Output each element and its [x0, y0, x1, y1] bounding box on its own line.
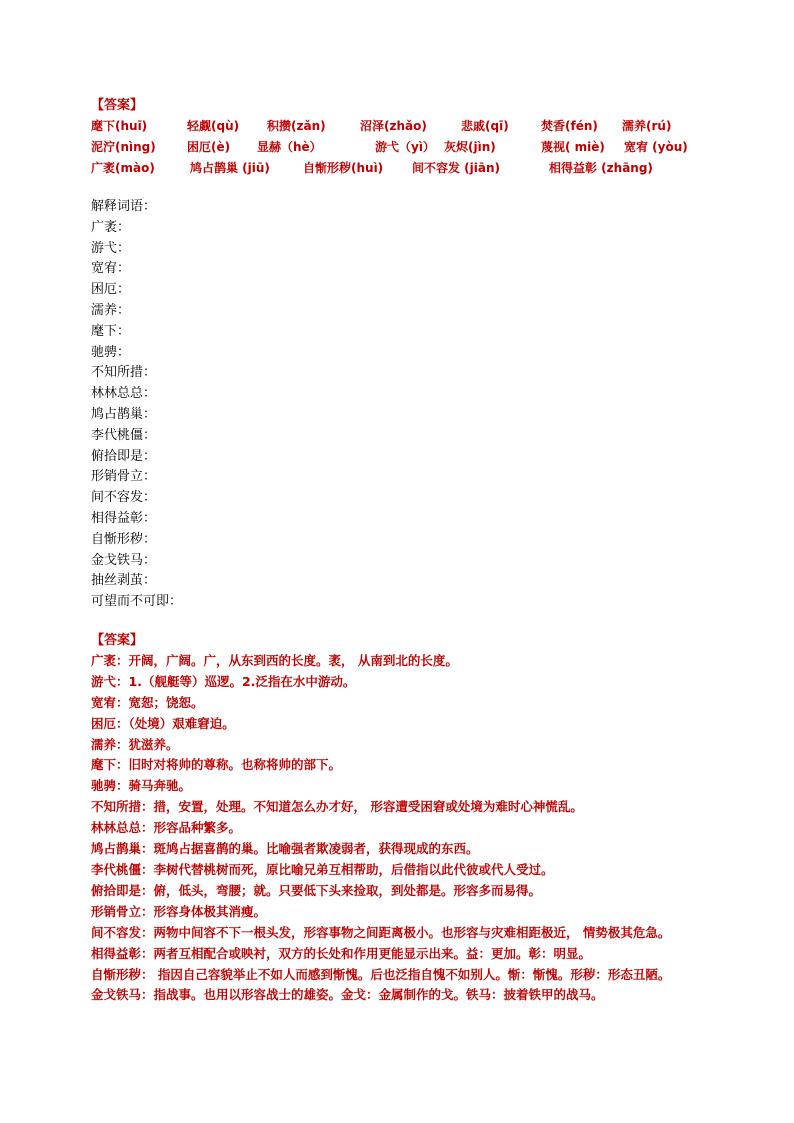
- definition-item: 广袤：开阔，广阔。广，从东到西的长度。袤， 从南到北的长度。: [91, 652, 458, 668]
- term-item: 抽丝剥茧：: [91, 573, 157, 589]
- definition-item: 驰骋：骑马奔驰。: [91, 778, 192, 794]
- term-item: 林林总总：: [91, 386, 157, 402]
- pinyin-entry: 蔑视( miè): [541, 140, 605, 154]
- pinyin-block: [91, 116, 731, 179]
- definition-item: 李代桃僵：李树代替桃树而死，原比喻兄弟互相帮助，后借指以此代彼或代人受过。: [91, 862, 554, 877]
- pinyin-entry: 轻觑(qù): [187, 119, 240, 133]
- pinyin-entry: 广袤(mào): [91, 161, 155, 175]
- term-item: 宽宥：: [91, 261, 131, 277]
- term-item: 李代桃僵：: [91, 427, 157, 443]
- pinyin-entry: 焚香(fén): [541, 119, 598, 133]
- definition-item: 濡养：犹滋养。: [91, 736, 179, 752]
- term-item: 自惭形秽：: [91, 531, 157, 547]
- term-item: 俯拾即是：: [91, 448, 157, 464]
- term-item: 广袤：: [91, 219, 131, 235]
- term-item: 濡养：: [91, 302, 131, 318]
- term-item: 间不容发：: [91, 490, 157, 506]
- term-item: 形销骨立：: [91, 469, 157, 485]
- definition-item: 间不容发：两物中间容不下一根头发，形容事物之间距离极小。也形容与灾难相距极近， 情势极其危急。: [91, 924, 671, 940]
- definition-item: 困厄：（处境）艰难窘迫。: [91, 715, 235, 731]
- definition-item: 宽宥：宽恕；饶恕。: [91, 694, 204, 710]
- definition-item: 麾下：旧时对将帅的尊称。也称将帅的部下。: [91, 757, 342, 773]
- pinyin-entry: 灰烬(jìn): [444, 140, 496, 154]
- term-item: 相得益彰：: [91, 510, 157, 526]
- pinyin-entry: 困厄(è): [187, 140, 231, 154]
- answer-label-1: 【答案】: [91, 98, 144, 113]
- pinyin-entry: 泥泞(nìng): [91, 140, 156, 154]
- term-item: 可望而不可即：: [91, 594, 183, 610]
- definition-item: 林林总总：形容品种繁多。: [91, 820, 242, 836]
- definition-item: 不知所措：措，安置，处理。不知道怎么办才好， 形容遭受困窘或处境为难时心神慌乱。: [91, 799, 583, 815]
- pinyin-line-2: [91, 137, 731, 158]
- pinyin-entry: 间不容发 (jiān): [412, 161, 501, 175]
- answer-label-2: 【答案】: [91, 632, 144, 648]
- term-item: 金戈铁马：: [91, 552, 157, 568]
- pinyin-entry: 麾下(huī): [91, 119, 148, 133]
- term-list: [91, 218, 731, 613]
- term-item: 不知所措：: [91, 365, 157, 381]
- definition-item: 形销骨立：形容身体极其消瘦。: [91, 903, 267, 919]
- definition-item: 鸠占鹊巢：斑鸠占据喜鹊的巢。比喻强者欺凌弱者，获得现成的东西。: [91, 841, 479, 857]
- pinyin-entry: 悲戚(qī): [461, 119, 509, 133]
- pinyin-line-1: [91, 116, 731, 137]
- definition-item: 游弋：1.（舰艇等）巡逻。2.泛指在水中游动。: [91, 673, 356, 689]
- pinyin-entry: 濡养(rú): [622, 119, 672, 133]
- pinyin-entry: 自惭形秽(huì): [303, 161, 384, 175]
- pinyin-entry: 宽宥 (yòu): [624, 140, 688, 154]
- term-item: 游弋：: [91, 240, 131, 256]
- spacer: [91, 613, 731, 631]
- spacer: [91, 179, 731, 197]
- definition-item: 相得益彰：两者互相配合或映衬，双方的长处和作用更能显示出来。益：更加。彰：明显。: [91, 945, 592, 961]
- definition-item: 俯拾即是：俯，低头，弯腰；就。只要低下头来捡取，到处都是。形容多而易得。: [91, 882, 542, 898]
- term-item: 麾下：: [91, 323, 131, 339]
- term-item: 驰骋：: [91, 344, 131, 360]
- pinyin-entry: 沼泽(zhǎo): [360, 119, 427, 133]
- pinyin-entry: 鸠占鹊巢 (jiū): [190, 161, 270, 175]
- explain-label: 解释词语：: [91, 199, 157, 214]
- definition-item: 自惭形秽： 指因自己容貌举止不如人而感到惭愧。后也泛指自愧不如别人。惭：惭愧。形秽：形态丑陋。: [91, 966, 671, 982]
- definition-list: [91, 651, 731, 1006]
- definition-item: 金戈铁马：指战事。也用以形容战士的雄姿。金戈：金属制作的戈。铁马：披着铁甲的战马。: [91, 987, 604, 1003]
- pinyin-line-3: [91, 158, 731, 179]
- pinyin-entry: 显赫（hè）: [257, 140, 322, 154]
- pinyin-entry: 积攒(zǎn): [267, 119, 326, 133]
- term-item: 困厄：: [91, 282, 131, 298]
- pinyin-entry: 相得益彰 (zhāng): [549, 161, 653, 175]
- document-page: [91, 96, 731, 1006]
- pinyin-entry: 游弋（yì）: [375, 140, 435, 154]
- term-item: 鸠占鹊巢：: [91, 406, 157, 422]
